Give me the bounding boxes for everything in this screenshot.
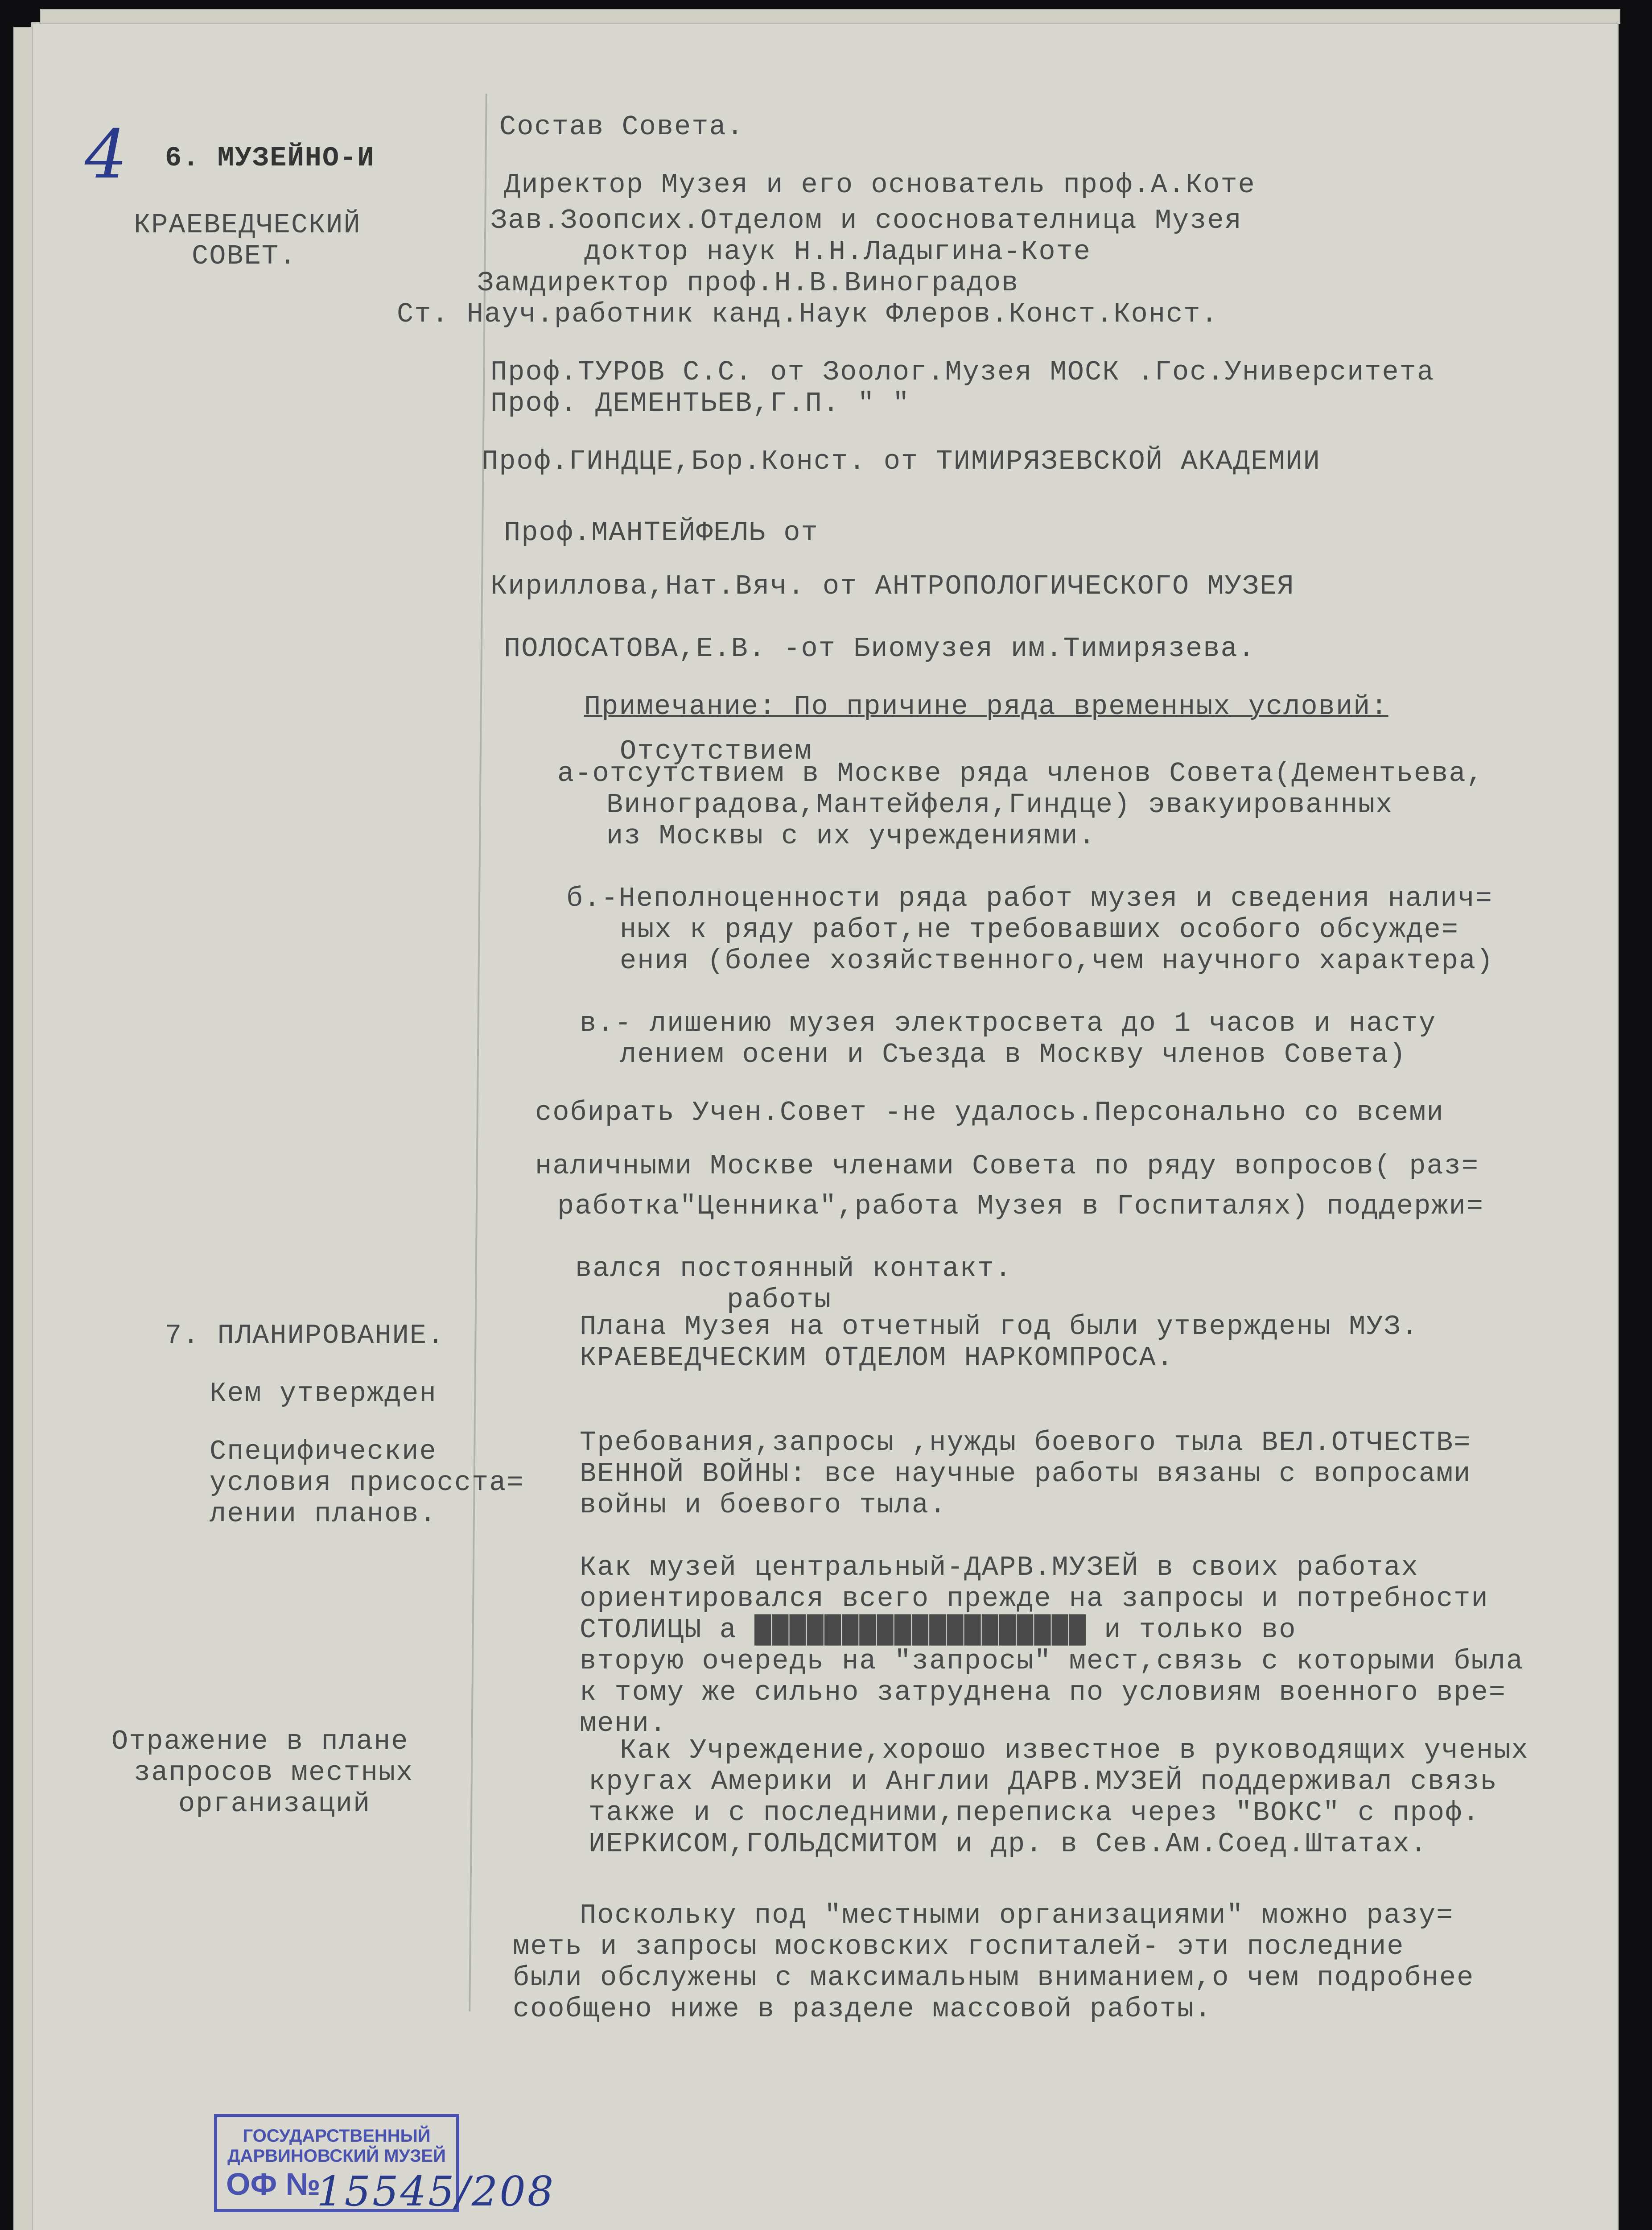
page-edge-left [13,27,33,2230]
margin-heading-council: 6. МУЗЕЙНО-И [165,142,375,174]
body-line: вался постоянный контакт. [575,1253,1013,1284]
body-line: Как музей центральный-ДАРВ.МУЗЕЙ в своих работах [580,1552,1419,1583]
margin-local-requests: Отражение в плане [111,1726,409,1757]
body-line: лением осени и Съезда в Москву членов Совета) [620,1039,1407,1070]
body-line: Поскольку под "местными организациями" можно разу= [580,1900,1454,1931]
document-page [31,22,1619,2230]
body-line: ПОЛОСАТОВА,Е.В. -от Биомузея им.Тимирязева. [504,633,1256,665]
body-line: к тому же сильно затруднена по условиям военного вре= [580,1677,1506,1708]
body-line: Директор Музея и его основатель проф.А.Коте [504,169,1256,201]
body-line: доктор наук Н.Н.Ладыгина-Коте [584,236,1091,268]
handwritten-page-number: 4 [85,116,128,194]
margin-approved-by: Кем утвержден [210,1378,437,1409]
body-line: Требования,запросы ,нужды боевого тыла ВЕЛ.ОТЧЕСТВ= [580,1427,1471,1458]
body-line: ВЕННОЙ ВОЙНЫ: все научные работы вязаны с вопросами [580,1458,1471,1490]
body-line: из Москвы с их учреждениями. [606,820,1096,852]
body-line: ИЕРКИСОМ,ГОЛЬДСМИТОМ и др. в Сев.Ам.Соед.Штатах. [589,1828,1428,1860]
stamp-line3: ОФ № [226,2167,321,2201]
body-line: ения (более хозяйственного,чем научного характера) [620,945,1494,977]
body-line: Проф.ТУРОВ С.С. от Зоолог.Музея МОСК .Гос.Университета [490,356,1435,388]
body-line: а-отсутствием в Москве ряда членов Совета(Дементьева, [557,758,1484,789]
margin-local-requests-line2: запросов местных [134,1757,414,1788]
body-line: были обслужены с максимальным вниманием,о чем подробнее [513,1962,1475,1994]
body-line: работы [727,1284,832,1316]
margin-specific-conditions-line3: лении планов. [210,1498,437,1530]
body-line: вторую очередь на "запросы" мест,связь с которыми была [580,1645,1524,1677]
margin-heading-council-line2: КРАЕВЕДЧЕСКИЙ [134,209,361,241]
body-line: работка"Ценника",работа Музея в Госпиталях) поддержи= [557,1190,1484,1222]
body-line: меть и запросы московских госпиталей- эти последние [513,1931,1405,1962]
body-line: Замдиректор проф.Н.В.Виноградов [477,267,1019,299]
margin-heading-council-line3: СОВЕТ. [192,240,297,272]
stamp-line1: ГОСУДАРСТВЕННЫЙ [243,2126,431,2146]
body-line: собирать Учен.Совет -не удалось.Персонально со всеми [535,1097,1444,1128]
body-line: б.-Неполноценности ряда работ музея и сведения налич= [566,883,1493,914]
page-edge-top [40,9,1620,24]
body-line: КРАЕВЕДЧЕСКИМ ОТДЕЛОМ НАРКОМПРОСА. [580,1342,1174,1374]
margin-specific-conditions-line2: условия присосста= [210,1467,524,1499]
note-heading: Примечание: По причине ряда временных условий: [584,691,1388,723]
body-line: Виноградова,Мантейфеля,Гиндце) эвакуированных [606,789,1393,821]
body-line: войны и боевого тыла. [580,1489,947,1521]
body-line: наличными Москве членами Совета по ряду вопросов( раз= [535,1150,1479,1182]
body-line: Как Учреждение,хорошо известное в руководящих ученых [620,1734,1529,1766]
stamp-line2: ДАРВИНОВСКИЙ МУЗЕЙ [227,2146,446,2166]
body-line: Состав Совета. [499,111,744,143]
body-line: Проф. ДЕМЕНТЬЕВ,Г.П. " " [490,388,910,419]
body-line: мени. [580,1708,667,1739]
margin-line [469,94,487,2011]
body-line: ориентировался всего прежде на запросы и потребности [580,1583,1489,1615]
body-line: Плана Музея на отчетный год были утверждены МУЗ. [580,1311,1419,1342]
body-line: Кириллова,Нат.Вяч. от АНТРОПОЛОГИЧЕСКОГО МУЗЕЯ [490,570,1295,602]
body-line: ных к ряду работ,не требовавших особого обсужде= [620,914,1459,946]
body-line: сообщено ниже в разделе массовой работы. [513,1993,1212,2025]
body-line: Проф.МАНТЕЙФЕЛЬ от [504,517,819,549]
body-line: также и с последними,переписка через "ВОКС" с проф. [589,1797,1480,1829]
body-line: Отсутствием [620,735,812,767]
margin-local-requests-line3: организаций [178,1788,371,1820]
body-line: кругах Америки и Англии ДАРВ.МУЗЕЙ поддерживал связь [589,1766,1498,1797]
body-line: Ст. Науч.работник канд.Наук Флеров.Конст.Конст. [397,298,1219,330]
body-line: в.- лишению музея электросвета до 1 часов и насту [580,1008,1437,1039]
stamp-handwritten-number: 15545/208 [317,2168,556,2215]
body-line: Зав.Зоопсих.Отделом и сооснователница Музея [490,205,1242,236]
margin-specific-conditions: Специфические [210,1436,437,1467]
body-line: Проф.ГИНДЦЕ,Бор.Конст. от ТИМИРЯЗЕВСКОЙ АКАДЕМИИ [482,446,1321,477]
body-line: СТОЛИЦЫ а ███████████████████ и только во [580,1614,1297,1646]
margin-heading-planning: 7. ПЛАНИРОВАНИЕ. [165,1320,445,1351]
